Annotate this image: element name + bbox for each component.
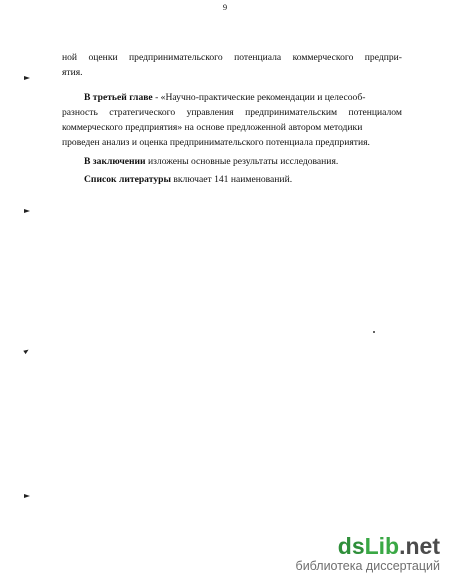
paragraph-2-line-1 — [62, 90, 402, 105]
paragraph-4 — [62, 172, 402, 187]
paragraph-2-line-3: коммерческого предприятия» на основе предложенной автором методики — [62, 122, 363, 134]
body-text — [62, 50, 402, 187]
paragraph-1-line-2: ятия. — [62, 67, 83, 79]
paragraph-2-line-2: разность стратегического управления предпринимательским потенциалом — [62, 106, 402, 118]
paragraph-1-line-1: ной оценки предпринимательского потенциала коммерческого предпри- — [62, 52, 402, 63]
watermark-subtitle: библиотека диссертаций — [295, 559, 440, 573]
binding-mark-4 — [24, 494, 30, 498]
scan-speck — [373, 331, 375, 333]
watermark-logo-net: .net — [399, 533, 440, 559]
watermark — [296, 533, 440, 574]
binding-mark-2 — [24, 209, 30, 213]
paragraph-2 — [62, 90, 402, 151]
watermark-logo-lib: Lib — [364, 533, 400, 559]
watermark-logo — [296, 533, 440, 559]
paragraph-2-line-4: проведен анализ и оценка предпринимательского потенциала предприятия. — [62, 137, 370, 149]
paragraph-1 — [62, 50, 402, 81]
paragraph-2-line-1-text: - «Научно-практические рекомендации и целесооб- — [152, 91, 366, 103]
conclusion-heading: В заключении — [84, 155, 146, 167]
page-number: 9 — [222, 2, 228, 12]
references-heading: Список литературы — [84, 174, 171, 186]
watermark-logo-ds: ds — [337, 533, 365, 559]
paragraph-3 — [62, 154, 402, 169]
paragraph-3-line-1 — [62, 154, 402, 169]
chapter-three-heading: В третьей главе — [84, 91, 153, 103]
binding-mark-3 — [23, 348, 29, 354]
paragraph-3-text: изложены основные результаты исследования. — [145, 155, 339, 167]
paragraph-4-line-1 — [62, 172, 402, 187]
paragraph-4-text: включает 141 наименований. — [170, 174, 293, 186]
binding-mark-1 — [24, 76, 30, 80]
